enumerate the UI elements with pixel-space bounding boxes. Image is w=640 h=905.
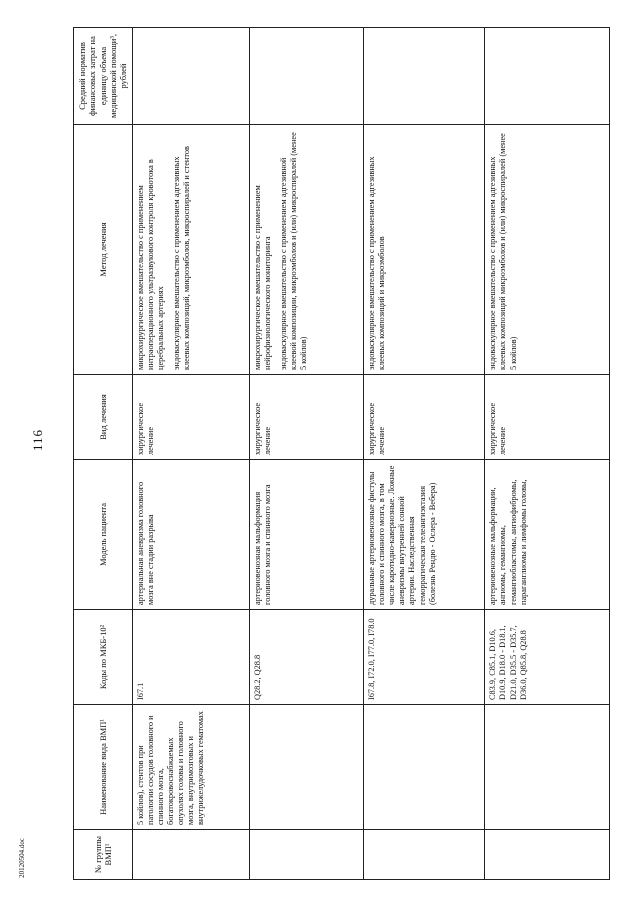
method-text: микрохирургическое вмешательство с применением нейрофизиологического мониторинга — [252, 185, 272, 370]
cell-icd-codes: C83.9, C85.1, D10.6, D10.9, D18.0 - D18.1, D21.0, D35.5 - D35.7, D36.0, Q85.8, Q28.8 — [485, 610, 610, 705]
cell-vmp-name: 5 койлов), стентов при патологии сосудов головного и спинного мозга, богатокровоснабжаемых опухолях головы и головного мозга, внутримозговых и внутрижелудочковых гематомах — [132, 705, 249, 830]
header-group-number: № группы ВМП¹ — [74, 830, 133, 880]
method-text: эндоваскулярное вмешательство с применением адгезивных клеевых композиций микроэмболов и (или) микроспиралей (менее 5 койлов) — [488, 133, 518, 370]
table-row — [364, 28, 485, 880]
cell-cost — [364, 28, 485, 125]
cell-group — [485, 830, 610, 880]
cell-vmp-name — [364, 705, 485, 830]
cell-treatment-type: хирургическое лечение — [364, 375, 485, 460]
page-number: 116 — [30, 428, 45, 452]
cell-cost — [485, 28, 610, 125]
vmp-table — [73, 27, 610, 880]
cell-icd-codes: Q28.2, Q28.8 — [249, 610, 363, 705]
cell-patient-model: артериовенозные мальформации, ангиомы, гемангиомы, гемангиобластомы, ангиофибромы, параганглиомы и лимфомы головы, — [485, 460, 610, 610]
cell-patient-model: артериальная аневризма головного мозга вне стадии разрыва — [132, 460, 249, 610]
cell-treatment-method — [364, 125, 485, 375]
table-row — [249, 28, 363, 880]
cell-group — [249, 830, 363, 880]
header-patient-model: Модель пациента — [74, 460, 133, 610]
cell-icd-codes: I67.8, I72.0, I77.0, I78.0 — [364, 610, 485, 705]
cell-patient-model: дуральные артериовенозные фистулы головного и спинного мозга, в том числе каротидно-кавернозные. Ложные аневризмы внутренней сонной артерии. Наследственная геморрагическая телеангиэктазия (болезнь Рендю - Ослера - Вебера) — [364, 460, 485, 610]
method-text: эндоваскулярное вмешательство с применением адгезивных клеевых композиций и микроэмболов — [367, 156, 387, 370]
cell-vmp-name — [249, 705, 363, 830]
cell-treatment-method — [132, 125, 249, 375]
header-vmp-name: Наименование вида ВМП¹ — [74, 705, 133, 830]
page-sheet — [73, 28, 610, 880]
cell-treatment-method — [249, 125, 363, 375]
method-text: эндоваскулярное вмешательство с применением адгезивных клеевых композиций, микроэмболов, микроспиралей и стентов — [172, 146, 192, 370]
cell-cost — [249, 28, 363, 125]
header-treatment-type: Вид лечения — [74, 375, 133, 460]
cell-treatment-type: хирургическое лечение — [132, 375, 249, 460]
table-row — [485, 28, 610, 880]
method-text: эндоваскулярное вмешательство с применением адгезивной клеевой композиции, микроэмболов и (или) микроспиралей (менее 5 койлов) — [278, 132, 308, 370]
rotated-table-container — [73, 28, 610, 880]
cell-patient-model: артериовенозная мальформация головного мозга и спинного мозга — [249, 460, 363, 610]
cell-group — [132, 830, 249, 880]
cell-treatment-type: хирургическое лечение — [485, 375, 610, 460]
cell-treatment-method — [485, 125, 610, 375]
header-cost-standard: Средний норматив финансовых затрат на единицу объема медицинской помощи³, рублей — [74, 28, 133, 125]
file-name-footer: 20120504.doc — [18, 838, 26, 878]
header-treatment-method: Метод лечения — [74, 125, 133, 375]
header-icd-codes: Коды по МКБ-10² — [74, 610, 133, 705]
cell-icd-codes: I67.1 — [132, 610, 249, 705]
cell-group — [364, 830, 485, 880]
cell-treatment-type: хирургическое лечение — [249, 375, 363, 460]
method-text: микрохирургическое вмешательство с применением интраоперационного ультразвукового контроля кровотока в церебральных артериях — [135, 159, 166, 370]
cell-cost — [132, 28, 249, 125]
table-row — [132, 28, 249, 880]
cell-vmp-name — [485, 705, 610, 830]
table-header-row — [74, 28, 133, 880]
